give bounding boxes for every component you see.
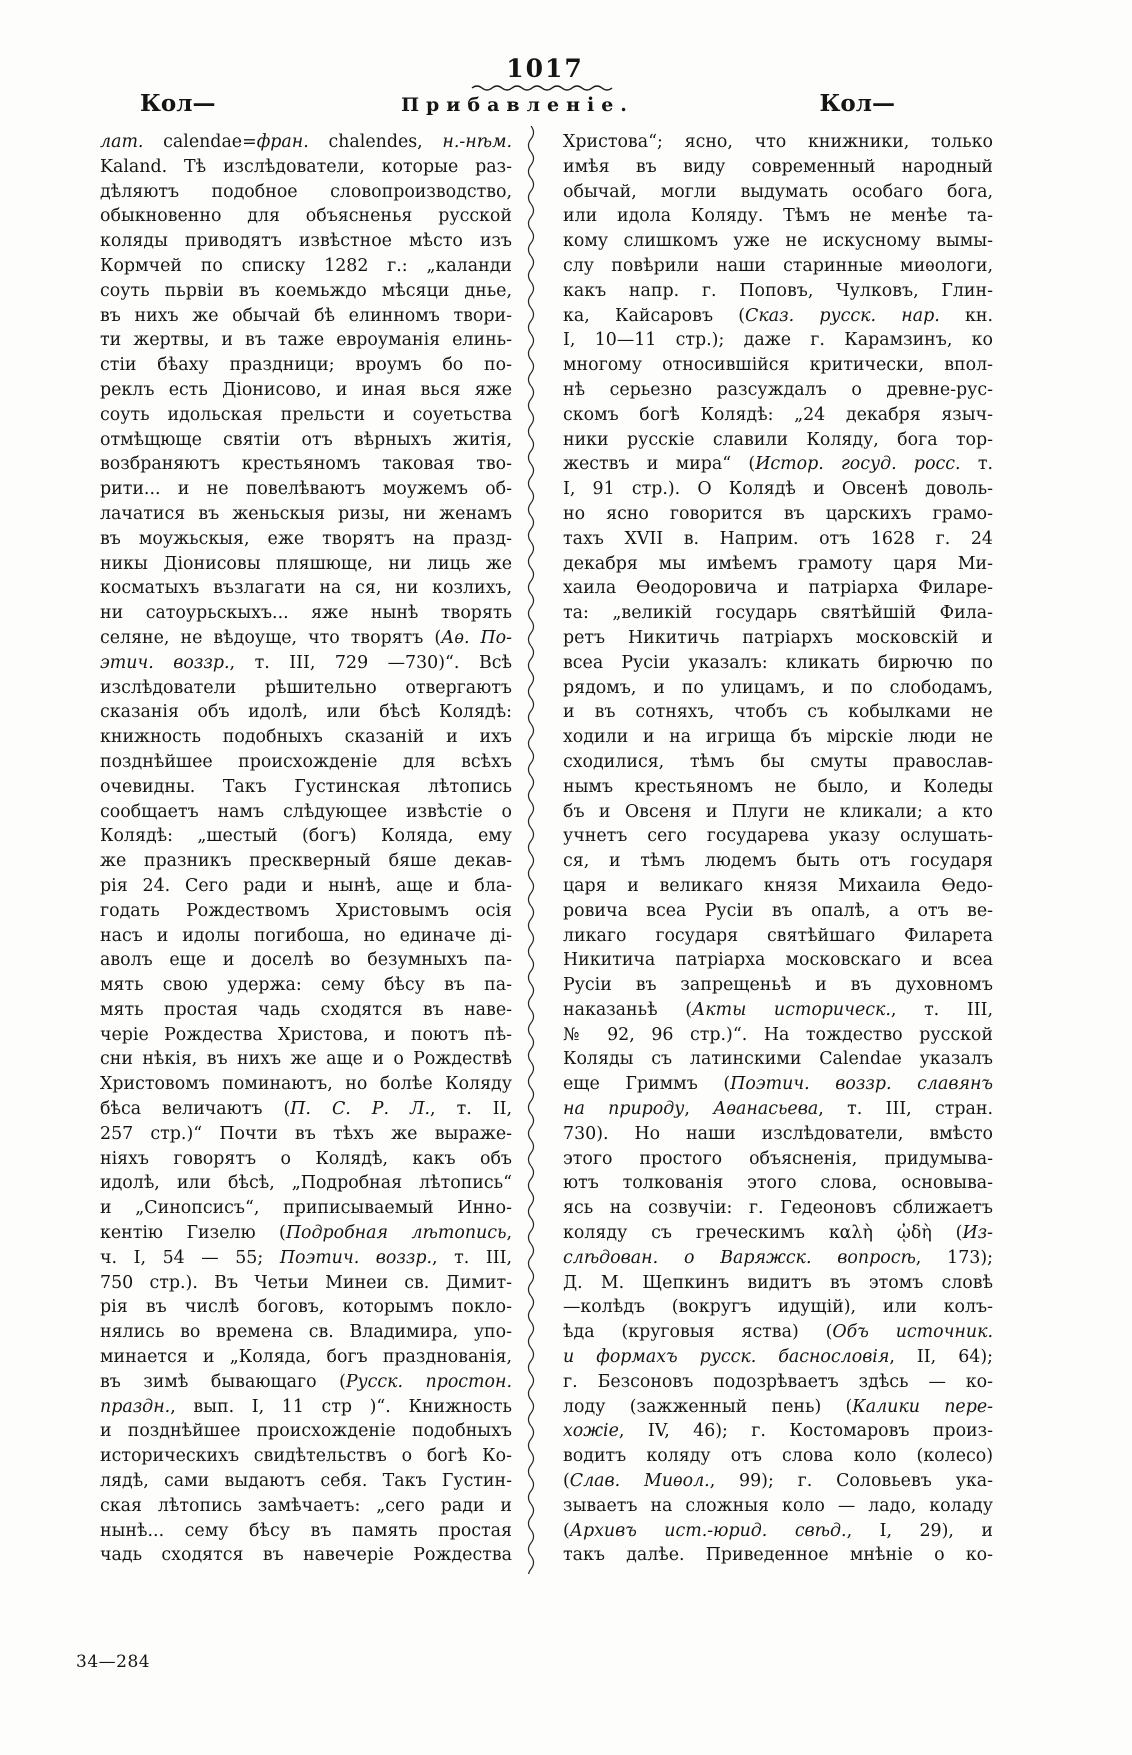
text-line: тахъ XVII в. Наприм. отъ 1628 г. 24 bbox=[563, 528, 993, 549]
text-line: нялись во времена св. Владимира, упо- bbox=[100, 1322, 512, 1343]
text-line: чадь сходятся въ навечеріе Рождества bbox=[100, 1545, 512, 1566]
text-line: бъ и Овсеня и Плуги не кликали; а кто bbox=[563, 801, 993, 822]
text-line: Коляды съ латинскими Calendae указалъ bbox=[563, 1049, 993, 1070]
text-line: ретъ Никитичь патріархъ московскій и bbox=[563, 627, 993, 648]
text-line: нѣ серьезно разсуждалъ о древне-рус- bbox=[563, 379, 993, 400]
text-line: обычай, могли выдумать особаго бога, bbox=[563, 181, 993, 202]
text-line: царя и великаго князя Михаила Ѳедо- bbox=[563, 875, 993, 896]
text-line: мять простая чадь сходятся въ наве- bbox=[100, 999, 512, 1020]
text-line: на природу, Аѳанасьева, т. III, стран. bbox=[563, 1099, 993, 1120]
text-line: 750 стр.). Въ Четьи Минеи св. Димит- bbox=[100, 1272, 512, 1293]
text-line: имѣя въ виду современный народный bbox=[563, 156, 993, 177]
text-line: зываетъ на сложныя коло — ладо, коладу bbox=[563, 1495, 993, 1516]
text-line: лядѣ, сами выдаютъ себя. Такъ Густин- bbox=[100, 1471, 512, 1492]
text-line: Кормчей по списку 1282 г.: „каланди bbox=[100, 255, 512, 276]
text-line: стіи бѣаху праздници; вроумъ бо по- bbox=[100, 355, 512, 376]
text-line: кентію Гизелю (Подробная лѣтопись, bbox=[100, 1223, 512, 1244]
running-head-left: Кол— bbox=[140, 90, 216, 117]
text-line: коляду съ греческимъ καλὴ ᾠδὴ (Из- bbox=[563, 1223, 993, 1244]
text-line: изслѣдователи рѣшительно отвергаютъ bbox=[100, 677, 512, 698]
text-line: годать Рождествомъ Христовымъ осія bbox=[100, 900, 512, 921]
left-column bbox=[100, 130, 512, 1568]
text-line: лат. calendae=фран. chalendes, н.-нѣм. bbox=[100, 132, 512, 152]
text-line: и „Синопсисъ“, приписываемый Инно- bbox=[100, 1198, 512, 1219]
text-line: этич. воззр., т. III, 729 —730)“. Всѣ bbox=[100, 652, 512, 673]
text-line: многому относившійся критически, впол- bbox=[563, 355, 993, 376]
text-line: 257 стр.)“ Почти въ тѣхъ же выраже- bbox=[100, 1123, 512, 1144]
text-line: книжность подобныхъ сказаній и ихъ bbox=[100, 727, 512, 748]
text-line: очевидны. Такъ Густинская лѣтопись bbox=[100, 776, 512, 797]
running-head-center: Прибавленіе. bbox=[401, 94, 634, 116]
page-header bbox=[95, 56, 995, 93]
text-line: но ясно говорится въ царскихъ грамо- bbox=[563, 503, 993, 524]
page-number: 1017 bbox=[506, 54, 584, 83]
text-line: всеа Русіи указалъ: кликать бирючю по bbox=[563, 652, 993, 673]
text-line: наказаньѣ (Акты историческ., т. III, bbox=[563, 999, 993, 1020]
text-line: ская лѣтопись замѣчаетъ: „сего ради и bbox=[100, 1495, 512, 1516]
text-line: Христова“; ясно, что книжники, только bbox=[563, 132, 993, 152]
text-line: та: „великій государь святѣйшій Фила- bbox=[563, 603, 993, 624]
text-line: Колядѣ: „шестый (богъ) Коляда, ему bbox=[100, 826, 512, 847]
text-line: такъ далѣе. Приведенное мнѣніе о ко- bbox=[563, 1545, 993, 1566]
text-line: позднѣйшее происхожденіе для всѣхъ bbox=[100, 751, 512, 772]
text-line: I, 91 стр.). О Колядѣ и Овсенѣ доволь- bbox=[563, 479, 993, 500]
text-line: сни нѣкія, въ нихъ же аще и о Рождествѣ bbox=[100, 1049, 512, 1070]
text-line: и позднѣйшее происхожденіе подобныхъ bbox=[100, 1421, 512, 1442]
text-line: еще Гриммъ (Поэтич. воззр. славянъ bbox=[563, 1074, 993, 1095]
text-line: (Слав. Миѳол., 99); г. Соловьевъ ука- bbox=[563, 1471, 993, 1492]
text-line: насъ и идолы погибоша, но единаче ді- bbox=[100, 925, 512, 946]
text-line: въ нихъ же обычай бѣ елинномъ твори- bbox=[100, 305, 512, 326]
text-line: декабря мы имѣемъ грамоту царя Ми- bbox=[563, 553, 993, 574]
right-column bbox=[563, 130, 993, 1568]
text-line: бѣса величаютъ (П. С. Р. Л., т. II, bbox=[100, 1099, 512, 1120]
text-line: рія въ числѣ боговъ, которымъ покло- bbox=[100, 1297, 512, 1318]
text-line: рити... и не повелѣваютъ моужемъ об- bbox=[100, 479, 512, 500]
text-line: историческихъ свидѣтельствъ о богѣ Ко- bbox=[100, 1446, 512, 1467]
text-line: возбраняютъ крестьяномъ таковая тво- bbox=[100, 454, 512, 475]
text-line: учнетъ сего государева указу ослушать- bbox=[563, 826, 993, 847]
text-line: ходили и на игрища бъ мірскіе люди не bbox=[563, 727, 993, 748]
text-line: жествъ и мира“ (Истор. госуд. росс. т. bbox=[563, 454, 993, 475]
column-divider-rule bbox=[524, 126, 538, 1574]
text-line: этого простого объясненія, придумыва- bbox=[563, 1148, 993, 1169]
text-line: кому слишкомъ уже не искусному вымы- bbox=[563, 231, 993, 252]
text-line: (Архивъ ист.-юрид. свѣд., I, 29), и bbox=[563, 1520, 993, 1541]
text-line: № 92, 96 стр.)“. На тождество русской bbox=[563, 1024, 993, 1045]
running-head bbox=[95, 90, 995, 117]
text-line: праздн., вып. I, 11 стр )“. Книжность bbox=[100, 1396, 512, 1417]
text-line: ся, и тѣмъ людемъ быть отъ государя bbox=[563, 851, 993, 872]
running-head-right: Кол— bbox=[819, 90, 895, 117]
text-line: лачатися въ женьскыя ризы, ни женамъ bbox=[100, 503, 512, 524]
text-line: Христовомъ поминаютъ, но болѣе Коляду bbox=[100, 1074, 512, 1095]
text-line: ликаго государя святѣйшаго Филарета bbox=[563, 925, 993, 946]
text-line: идолѣ, или бѣсѣ, „Подробная лѣтопись“ bbox=[100, 1173, 512, 1194]
text-line: нынѣ... сему бѣсу въ память простая bbox=[100, 1520, 512, 1541]
text-line: ч. I, 54 — 55; Поэтич. воззр., т. III, bbox=[100, 1247, 512, 1268]
text-line: черіе Рождества Христова, и поютъ пѣ- bbox=[100, 1024, 512, 1045]
text-line: 730). Но наши изслѣдователи, вмѣсто bbox=[563, 1123, 993, 1144]
text-line: I, 10—11 стр.); даже г. Карамзинъ, ко bbox=[563, 330, 993, 351]
text-line: Русіи въ запрещеньѣ и въ духовномъ bbox=[563, 975, 993, 996]
text-line: слѣдован. о Варяжск. вопросѣ, 173); bbox=[563, 1247, 993, 1268]
text-line: Д. М. Щепкинъ видитъ въ этомъ словѣ bbox=[563, 1272, 993, 1293]
text-line: сообщаетъ намъ слѣдующее извѣстіе о bbox=[100, 801, 512, 822]
text-line: соуть идольская прельсти и соуетьства bbox=[100, 404, 512, 425]
text-line: ясь на созвучіи: г. Гедеоновъ сближаетъ bbox=[563, 1198, 993, 1219]
text-line: селяне, не вѣдоуще, что творятъ (Аѳ. По- bbox=[100, 627, 512, 648]
text-line: отмѣщюще святіи отъ вѣрныхъ житія, bbox=[100, 429, 512, 450]
text-line: въ моужьскыя, еже творятъ на празд- bbox=[100, 528, 512, 549]
text-line: и формахъ русск. баснословія, II, 64); bbox=[563, 1347, 993, 1368]
text-line: сходилися, тѣмъ бы смуты православ- bbox=[563, 751, 993, 772]
text-line: аволъ еще и доселѣ во безумныхъ па- bbox=[100, 950, 512, 971]
text-line: или идола Коляду. Тѣмъ не менѣе та- bbox=[563, 206, 993, 227]
text-line: ніяхъ говорятъ о Колядѣ, какъ объ bbox=[100, 1148, 512, 1169]
text-line: никы Діонисовы пляшюще, ни лиць же bbox=[100, 553, 512, 574]
text-line: минается и „Коляда, богъ празднованія, bbox=[100, 1347, 512, 1368]
text-line: косматыхъ възлагати на ся, ни козлихъ, bbox=[100, 578, 512, 599]
text-line: обыкновенно для объясненья русской bbox=[100, 206, 512, 227]
text-line: скомъ богѣ Колядѣ: „24 декабря языч- bbox=[563, 404, 993, 425]
text-line: —колѣдъ (вокругъ идущій), или колъ- bbox=[563, 1297, 993, 1318]
text-line: рія 24. Сего ради и нынѣ, аще и бла- bbox=[100, 875, 512, 896]
text-line: дѣляютъ подобное словопроизводство, bbox=[100, 181, 512, 202]
signature-mark: 34—284 bbox=[76, 1652, 151, 1672]
text-line: сказанія объ идолѣ, или бѣсѣ Колядѣ: bbox=[100, 702, 512, 723]
text-line: и въ сотняхъ, чтобъ съ кобылками не bbox=[563, 702, 993, 723]
text-line: ка, Кайсаровъ (Сказ. русск. нар. кн. bbox=[563, 305, 993, 326]
text-line: ютъ толкованія этого слова, основыва- bbox=[563, 1173, 993, 1194]
text-line: водитъ коляду отъ слова коло (колесо) bbox=[563, 1446, 993, 1467]
text-line: мять свою удержа: сему бѣсу въ па- bbox=[100, 975, 512, 996]
text-line: нымъ крестьяномъ не было, и Коледы bbox=[563, 776, 993, 797]
text-line: хожіе, IV, 46); г. Костомаровъ произ- bbox=[563, 1421, 993, 1442]
text-line: рядомъ, и по улицамъ, и по слободамъ, bbox=[563, 677, 993, 698]
text-line: ники русскіе славили Коляду, бога тор- bbox=[563, 429, 993, 450]
text-line: лоду (зажженный пень) (Калики пере- bbox=[563, 1396, 993, 1417]
text-line: Kaland. Тѣ изслѣдователи, которые раз- bbox=[100, 156, 512, 177]
text-line: реклъ есть Діонисово, и иная вься яже bbox=[100, 379, 512, 400]
text-line: какъ напр. г. Поповъ, Чулковъ, Глин- bbox=[563, 280, 993, 301]
text-line: въ зимѣ бывающаго (Русск. простон. bbox=[100, 1371, 512, 1392]
text-line: хаила Ѳеодоровича и патріарха Филаре- bbox=[563, 578, 993, 599]
text-line: Никитича патріарха московскаго и всеа bbox=[563, 950, 993, 971]
text-line: г. Безсоновъ подозрѣваетъ здѣсь — ко- bbox=[563, 1371, 993, 1392]
text-line: же празникъ прескверный бяше декав- bbox=[100, 851, 512, 872]
text-line: ти жертвы, и въ таже евроуманія елинь- bbox=[100, 330, 512, 351]
text-line: ровича всеа Русіи въ опалѣ, а отъ ве- bbox=[563, 900, 993, 921]
text-line: коляды приводятъ извѣстное мѣсто изъ bbox=[100, 231, 512, 252]
text-line: соуть пьрвіи въ коемьждо мѣсяци днье, bbox=[100, 280, 512, 301]
text-line: ни сатоурьскыхъ... яже нынѣ творять bbox=[100, 603, 512, 624]
text-line: ѣда (круговыя яства) (Объ источник. bbox=[563, 1322, 993, 1343]
text-line: слу повѣрили наши старинные миѳологи, bbox=[563, 255, 993, 276]
